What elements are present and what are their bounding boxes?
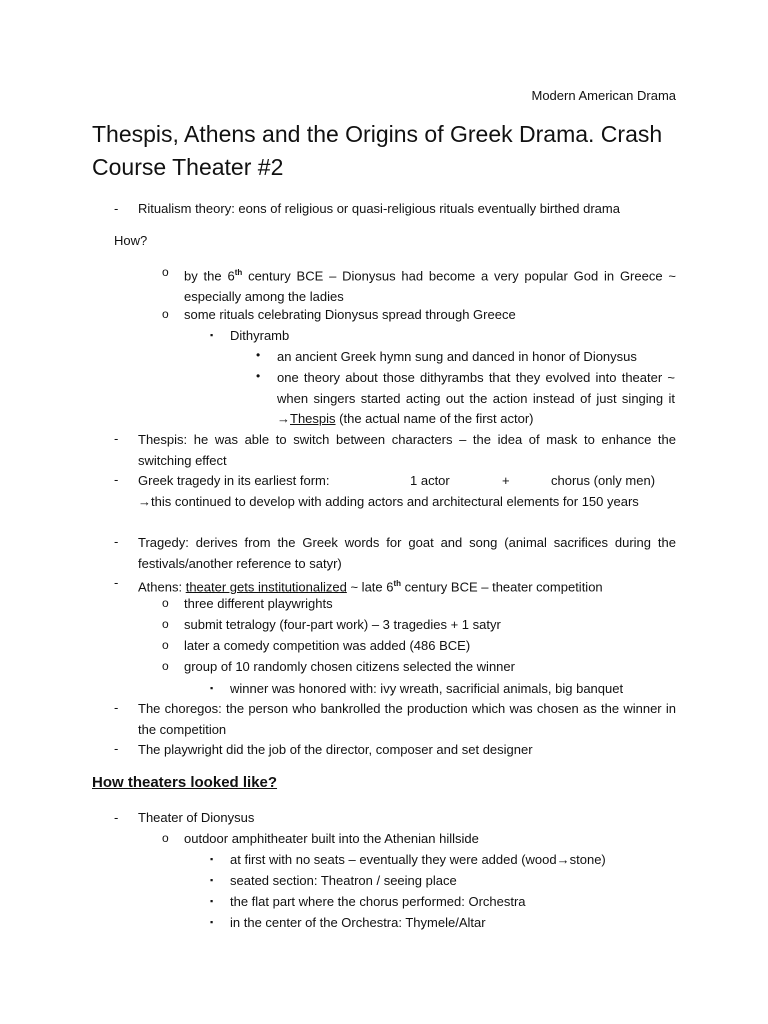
seats-text-b: stone)	[569, 852, 606, 867]
comedy-note: later a comedy competition was added (486 BCE)	[184, 638, 471, 653]
square-marker: ▪	[210, 917, 214, 927]
plus-sign: +	[502, 473, 510, 488]
circle-marker: o	[162, 265, 169, 279]
theory-text-b: (the actual name of the first actor)	[335, 411, 534, 427]
athens-text-c: century BCE – theater competition	[401, 579, 603, 595]
winner-note: winner was honored with: ivy wreath, sacrificial animals, big banquet	[230, 681, 624, 696]
ritualism-theory: Ritualism theory: eons of religious or quasi-religious rituals eventually birthed drama	[138, 201, 620, 216]
arrow-icon: →	[138, 494, 151, 509]
circle-marker: o	[162, 307, 169, 321]
development-text: this continued to develop with adding actors and architectural elements for 150 years	[151, 494, 639, 509]
playwrights-note: three different playwrights	[184, 596, 333, 611]
dithyramb-term: Dithyramb	[230, 328, 290, 343]
dash-marker: -	[114, 534, 119, 549]
hymn-definition: an ancient Greek hymn sung and danced in honor of Dionysus	[277, 349, 637, 364]
thymele-note: in the center of the Orchestra: Thymele/Altar	[230, 915, 486, 930]
arrow-icon: →	[277, 411, 290, 427]
thespis-underlined: Thespis	[290, 411, 336, 427]
tragedy-form-label: Greek tragedy in its earliest form:	[138, 473, 330, 488]
section-heading: How theaters looked like?	[92, 774, 278, 791]
orchestra-note: the flat part where the chorus performed: Orchestra	[230, 894, 526, 909]
dash-marker: -	[114, 431, 119, 446]
dash-marker: -	[114, 741, 119, 756]
square-marker: ▪	[210, 683, 214, 693]
citizens-note: group of 10 randomly chosen citizens selected the winner	[184, 659, 515, 674]
dash-marker: -	[114, 700, 119, 715]
square-marker: ▪	[210, 875, 214, 885]
one-actor: 1 actor	[410, 473, 450, 488]
chorus-note: chorus (only men)	[551, 473, 656, 488]
sixth-century-note	[184, 263, 676, 308]
seats-text-a: at first with no seats – eventually they were added (wood	[230, 852, 557, 867]
sixth-text-a: by the 6	[184, 268, 235, 284]
tetralogy-note: submit tetralogy (four-part work) – 3 tragedies + 1 satyr	[184, 617, 501, 632]
athens-text-b: ~ late 6	[346, 579, 394, 595]
course-header: Modern American Drama	[531, 88, 676, 103]
rituals-note: some rituals celebrating Dionysus spread through Greece	[184, 307, 516, 322]
how-label: How?	[114, 233, 148, 248]
institutionalized-underlined: theater gets institutionalized	[185, 579, 347, 595]
dithyramb-theory	[277, 368, 675, 430]
ordinal-suffix: th	[393, 579, 402, 588]
theater-of-dionysus: Theater of Dionysus	[138, 810, 255, 825]
development-note	[138, 492, 676, 513]
bullet-marker: •	[256, 369, 261, 383]
circle-marker: o	[162, 638, 169, 652]
square-marker: ▪	[210, 854, 214, 864]
choregos-note: The choregos: the person who bankrolled the production which was chosen as the winner in the competition	[138, 701, 676, 737]
square-marker: ▪	[210, 330, 214, 340]
circle-marker: o	[162, 617, 169, 631]
outdoor-note: outdoor amphitheater built into the Athenian hillside	[184, 831, 479, 846]
arrow-icon: →	[556, 852, 570, 867]
circle-marker: o	[162, 659, 169, 673]
dash-marker: -	[114, 575, 119, 590]
bullet-marker: •	[256, 348, 261, 362]
ordinal-suffix: th	[234, 268, 243, 277]
dash-marker: -	[114, 472, 119, 487]
thespis-note: Thespis: he was able to switch between characters – the idea of mask to enhance the switching effect	[138, 432, 676, 468]
square-marker: ▪	[210, 896, 214, 906]
dash-marker: -	[114, 201, 119, 216]
circle-marker: o	[162, 831, 169, 845]
sixth-text-b: century BCE – Dionysus had become a very popular God in Greece ~ especially among the ladies	[184, 268, 676, 305]
page-title: Thespis, Athens and the Origins of Greek Drama. Crash Course Theater #2	[92, 121, 663, 180]
playwright-job-note: The playwright did the job of the director, composer and set designer	[138, 742, 533, 757]
dash-marker: -	[114, 810, 119, 825]
seated-note: seated section: Theatron / seeing place	[230, 873, 457, 888]
seats-note	[230, 850, 606, 871]
circle-marker: o	[162, 596, 169, 610]
theory-text-a: one theory about those dithyrambs that they evolved into theater ~ when singers started acting out the action instead of just singing it	[277, 370, 675, 406]
tragedy-definition: Tragedy: derives from the Greek words for goat and song (animal sacrifices during the festivals/another reference to satyr)	[138, 535, 676, 571]
athens-text-a: Athens:	[138, 579, 186, 595]
